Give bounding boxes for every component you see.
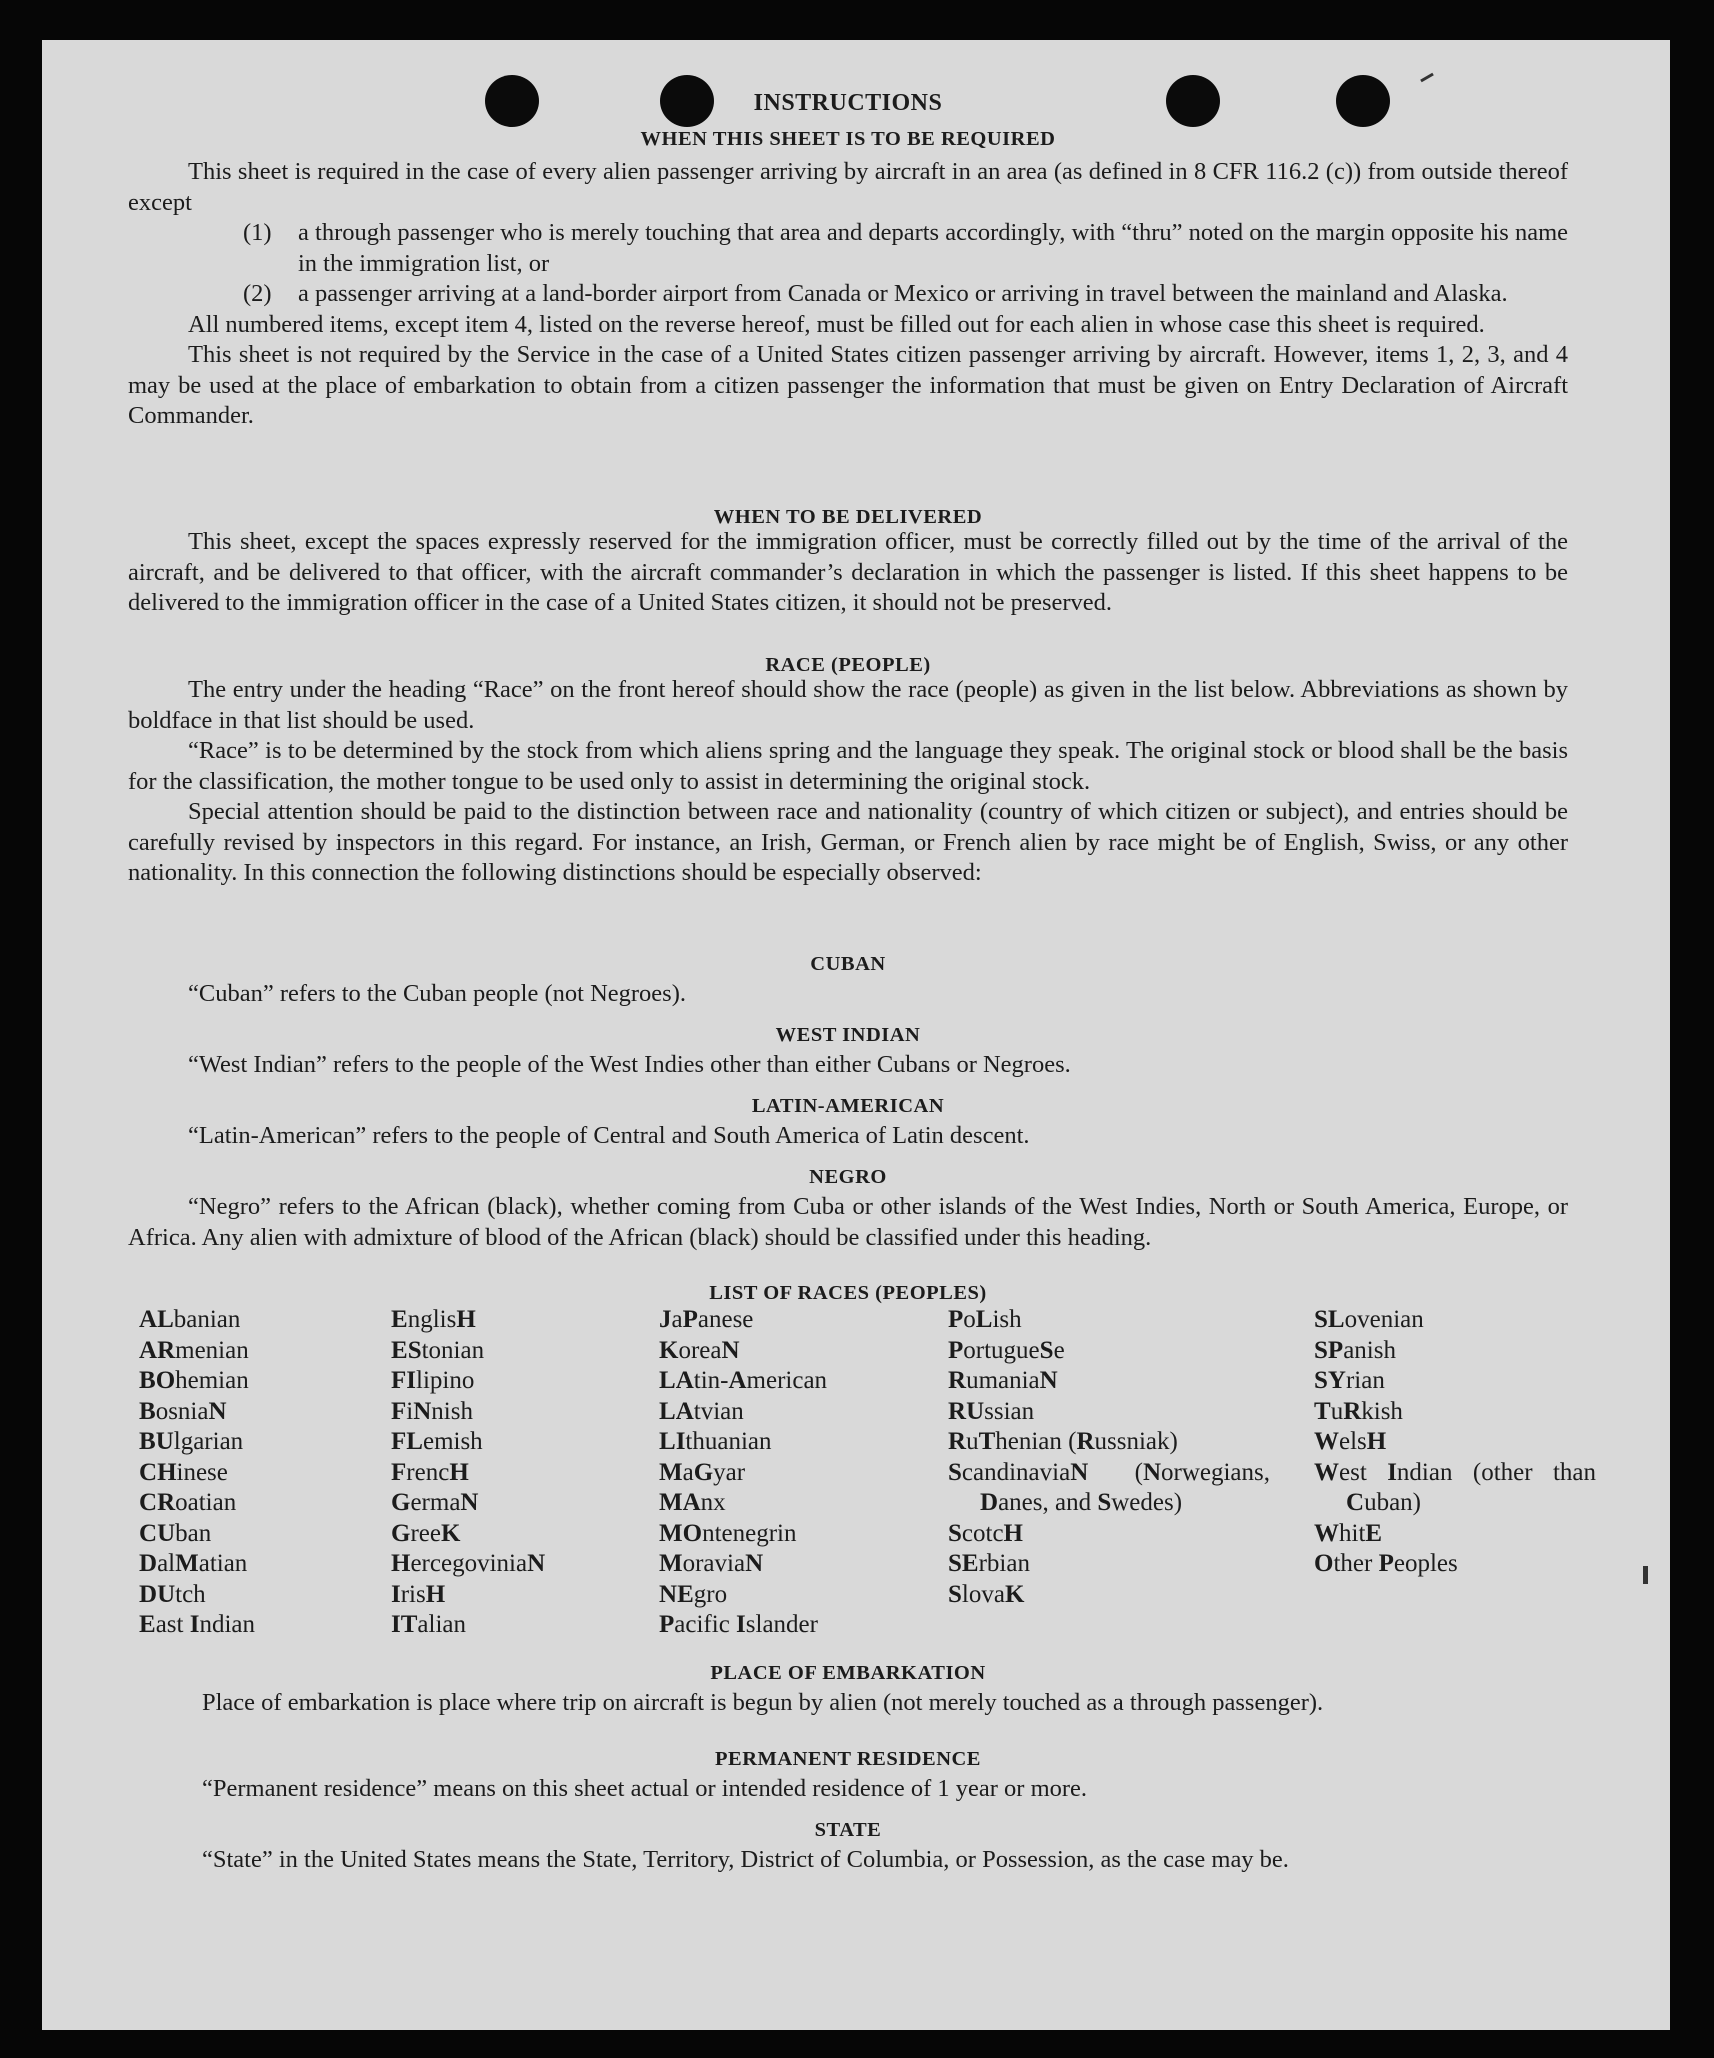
- race-item: WhitE: [1314, 1519, 1383, 1547]
- race-item: East Indian: [139, 1611, 255, 1638]
- required-paragraph-3: This sheet is not required by the Service in the case of a United States citizen passenger arriving by aircraft. However, items 1, 2, 3, and 4 may be used at the place of embarkation to obtain from a citizen passenger the information that must be given on Entry Declaration of Aircraft Commander.: [128, 341, 1568, 429]
- item-number: (1): [243, 219, 272, 246]
- race-item: NEgro: [659, 1580, 728, 1608]
- section-cuban: [128, 979, 1568, 1010]
- negro-text: “Negro” refers to the African (black), whether coming from Cuba or other islands of the West Indies, North or South America, Europe, or Africa. Any alien with admixture of blood of the African (black) should be classified under this heading.: [128, 1193, 1568, 1251]
- heading-race: RACE (PEOPLE): [765, 654, 931, 676]
- race-item: BosniaN: [139, 1397, 227, 1425]
- section-negro: [128, 1192, 1568, 1253]
- heading-west-indian: WEST INDIAN: [775, 1024, 921, 1046]
- section-latin-american: [128, 1121, 1568, 1152]
- race-item: LIthuanian: [659, 1428, 772, 1455]
- race-column-4: [948, 1305, 1270, 1610]
- heading-list-of-races: LIST OF RACES (PEOPLES): [709, 1282, 987, 1304]
- race-item: TuRkish: [1314, 1397, 1403, 1425]
- race-item: ARmenian: [139, 1336, 249, 1364]
- race-item: FLemish: [391, 1428, 483, 1455]
- race-item: ScotcH: [948, 1519, 1023, 1547]
- speck: [1643, 1566, 1648, 1584]
- race-item: PortugueSe: [948, 1336, 1065, 1364]
- race-item: RuThenian (Russniak): [948, 1428, 1178, 1455]
- race-item: BUlgarian: [139, 1428, 244, 1455]
- race-paragraph-3: Special attention should be paid to the distinction between race and nationality (country of which citizen or subject), and entries should be carefully revised by inspectors in this regard. For instance, an Irish, German, or French alien by race might be of English, Swiss, or any other nationality. In this connection the following distinctions should be especially observed:: [128, 798, 1568, 886]
- race-item: GermaN: [391, 1489, 479, 1516]
- section-embarkation: [142, 1688, 1574, 1719]
- race-column-3: [659, 1305, 827, 1641]
- heading-residence: PERMANENT RESIDENCE: [715, 1748, 981, 1770]
- exception-item: [128, 218, 1568, 279]
- race-item: GreeK: [391, 1519, 461, 1547]
- race-item: Pacific Islander: [659, 1611, 818, 1638]
- section-required: [128, 157, 1568, 432]
- race-item: FiNnish: [391, 1397, 473, 1425]
- race-column-5: [1314, 1305, 1596, 1580]
- section-state: [142, 1845, 1574, 1876]
- race-item: WelsH: [1314, 1428, 1387, 1455]
- race-item: ITalian: [391, 1611, 467, 1638]
- race-item: CRoatian: [139, 1489, 237, 1516]
- race-item: RUssian: [948, 1397, 1035, 1425]
- race-paragraph-1: The entry under the heading “Race” on the front hereof should show the race (people) as given in the list below. Abbreviations as shown by boldface in that list should be used.: [128, 676, 1568, 734]
- race-item: RumaniaN: [948, 1367, 1058, 1394]
- race-item: BOhemian: [139, 1367, 249, 1394]
- delivered-text: This sheet, except the spaces expressly reserved for the immigration officer, must be correctly filled out by the time of the arrival of the aircraft, and be delivered to that officer, with the aircraft commander’s declaration in which the passenger is listed. If this sheet happens to be delivered to the immigration officer in the case of a United States citizen, it should not be preserved.: [128, 528, 1568, 616]
- exception-list: [128, 218, 1568, 310]
- section-residence: [142, 1774, 1574, 1805]
- race-item: MaGyar: [659, 1458, 746, 1486]
- race-item: ALbanian: [139, 1306, 241, 1333]
- residence-text: “Permanent residence” means on this sheet actual or intended residence of 1 year or more.: [202, 1775, 1088, 1802]
- race-item: MOntenegrin: [659, 1519, 797, 1547]
- item-text: a passenger arriving at a land-border airport from Canada or Mexico or arriving in travel between the mainland and Alaska.: [298, 280, 1508, 307]
- race-item: SErbian: [948, 1550, 1030, 1577]
- heading-state: STATE: [814, 1819, 882, 1841]
- cuban-text: “Cuban” refers to the Cuban people (not Negroes).: [188, 980, 686, 1007]
- exception-item: [128, 279, 1568, 310]
- heading-embarkation: PLACE OF EMBARKATION: [710, 1662, 986, 1684]
- race-item: MAnx: [659, 1489, 726, 1516]
- state-text: “State” in the United States means the State, Territory, District of Columbia, or Possession, as the case may be.: [202, 1846, 1289, 1873]
- section-delivered: [128, 527, 1568, 619]
- race-item: JaPanese: [659, 1306, 754, 1333]
- embarkation-text: Place of embarkation is place where trip on aircraft is begun by alien (not merely touched as a through passenger).: [202, 1689, 1324, 1716]
- heading-latin-american: LATIN-AMERICAN: [751, 1095, 945, 1117]
- race-item: HercegoviniaN: [391, 1550, 546, 1577]
- race-item: SLovenian: [1314, 1306, 1424, 1333]
- race-paragraph-2: “Race” is to be determined by the stock from which aliens spring and the language they speak. The original stock or blood shall be the basis for the classification, the mother tongue to be used only to assist in determining the original stock.: [128, 737, 1568, 795]
- race-item: LAtvian: [659, 1397, 744, 1425]
- section-west-indian: [128, 1050, 1568, 1081]
- race-column-2: [391, 1305, 545, 1641]
- page-title: INSTRUCTIONS: [753, 90, 943, 116]
- item-text: a through passenger who is merely touching that area and departs accordingly, with “thru” noted on the margin opposite his name in the immigration list, or: [298, 219, 1568, 277]
- required-intro: This sheet is required in the case of every alien passenger arriving by aircraft in an area (as defined in 8 CFR 116.2 (c)) from outside thereof except: [128, 158, 1568, 216]
- race-item: SYrian: [1314, 1367, 1385, 1394]
- west-indian-text: “West Indian” refers to the people of the West Indies other than either Cubans or Negroes.: [188, 1051, 1071, 1078]
- race-item: MoraviaN: [659, 1550, 764, 1577]
- heading-delivered: WHEN TO BE DELIVERED: [713, 506, 983, 528]
- race-item: West Indian (other than Cuban): [1314, 1458, 1597, 1516]
- race-item: EnglisH: [391, 1306, 476, 1333]
- heading-negro: NEGRO: [809, 1166, 887, 1188]
- item-number: (2): [243, 280, 272, 307]
- race-column-1: [139, 1305, 255, 1641]
- race-item: DalMatian: [139, 1550, 248, 1577]
- required-paragraph-2: All numbered items, except item 4, listed on the reverse hereof, must be filled out for each alien in whose case this sheet is required.: [188, 310, 1485, 338]
- race-item: LAtin-American: [659, 1367, 828, 1394]
- race-item: EStonian: [391, 1336, 485, 1364]
- race-item: ScandinaviaN (Norwegians, Danes, and Swedes): [948, 1458, 1270, 1516]
- latin-american-text: “Latin-American” refers to the people of Central and South America of Latin descent.: [188, 1122, 1030, 1149]
- race-item: PoLish: [948, 1306, 1022, 1333]
- heading-cuban: CUBAN: [810, 953, 886, 975]
- race-item: FrencH: [391, 1458, 469, 1486]
- race-item: CUban: [139, 1519, 212, 1547]
- race-item: FIlipino: [391, 1367, 475, 1394]
- race-item: Other Peoples: [1314, 1550, 1458, 1577]
- race-item: SlovaK: [948, 1580, 1025, 1608]
- section-race: [128, 675, 1568, 889]
- race-item: KoreaN: [659, 1336, 740, 1364]
- race-item: CHinese: [139, 1458, 228, 1486]
- heading-required: WHEN THIS SHEET IS TO BE REQUIRED: [640, 128, 1056, 150]
- race-item: SPanish: [1314, 1336, 1396, 1364]
- race-item: DUtch: [139, 1580, 206, 1608]
- race-item: IrisH: [391, 1580, 446, 1608]
